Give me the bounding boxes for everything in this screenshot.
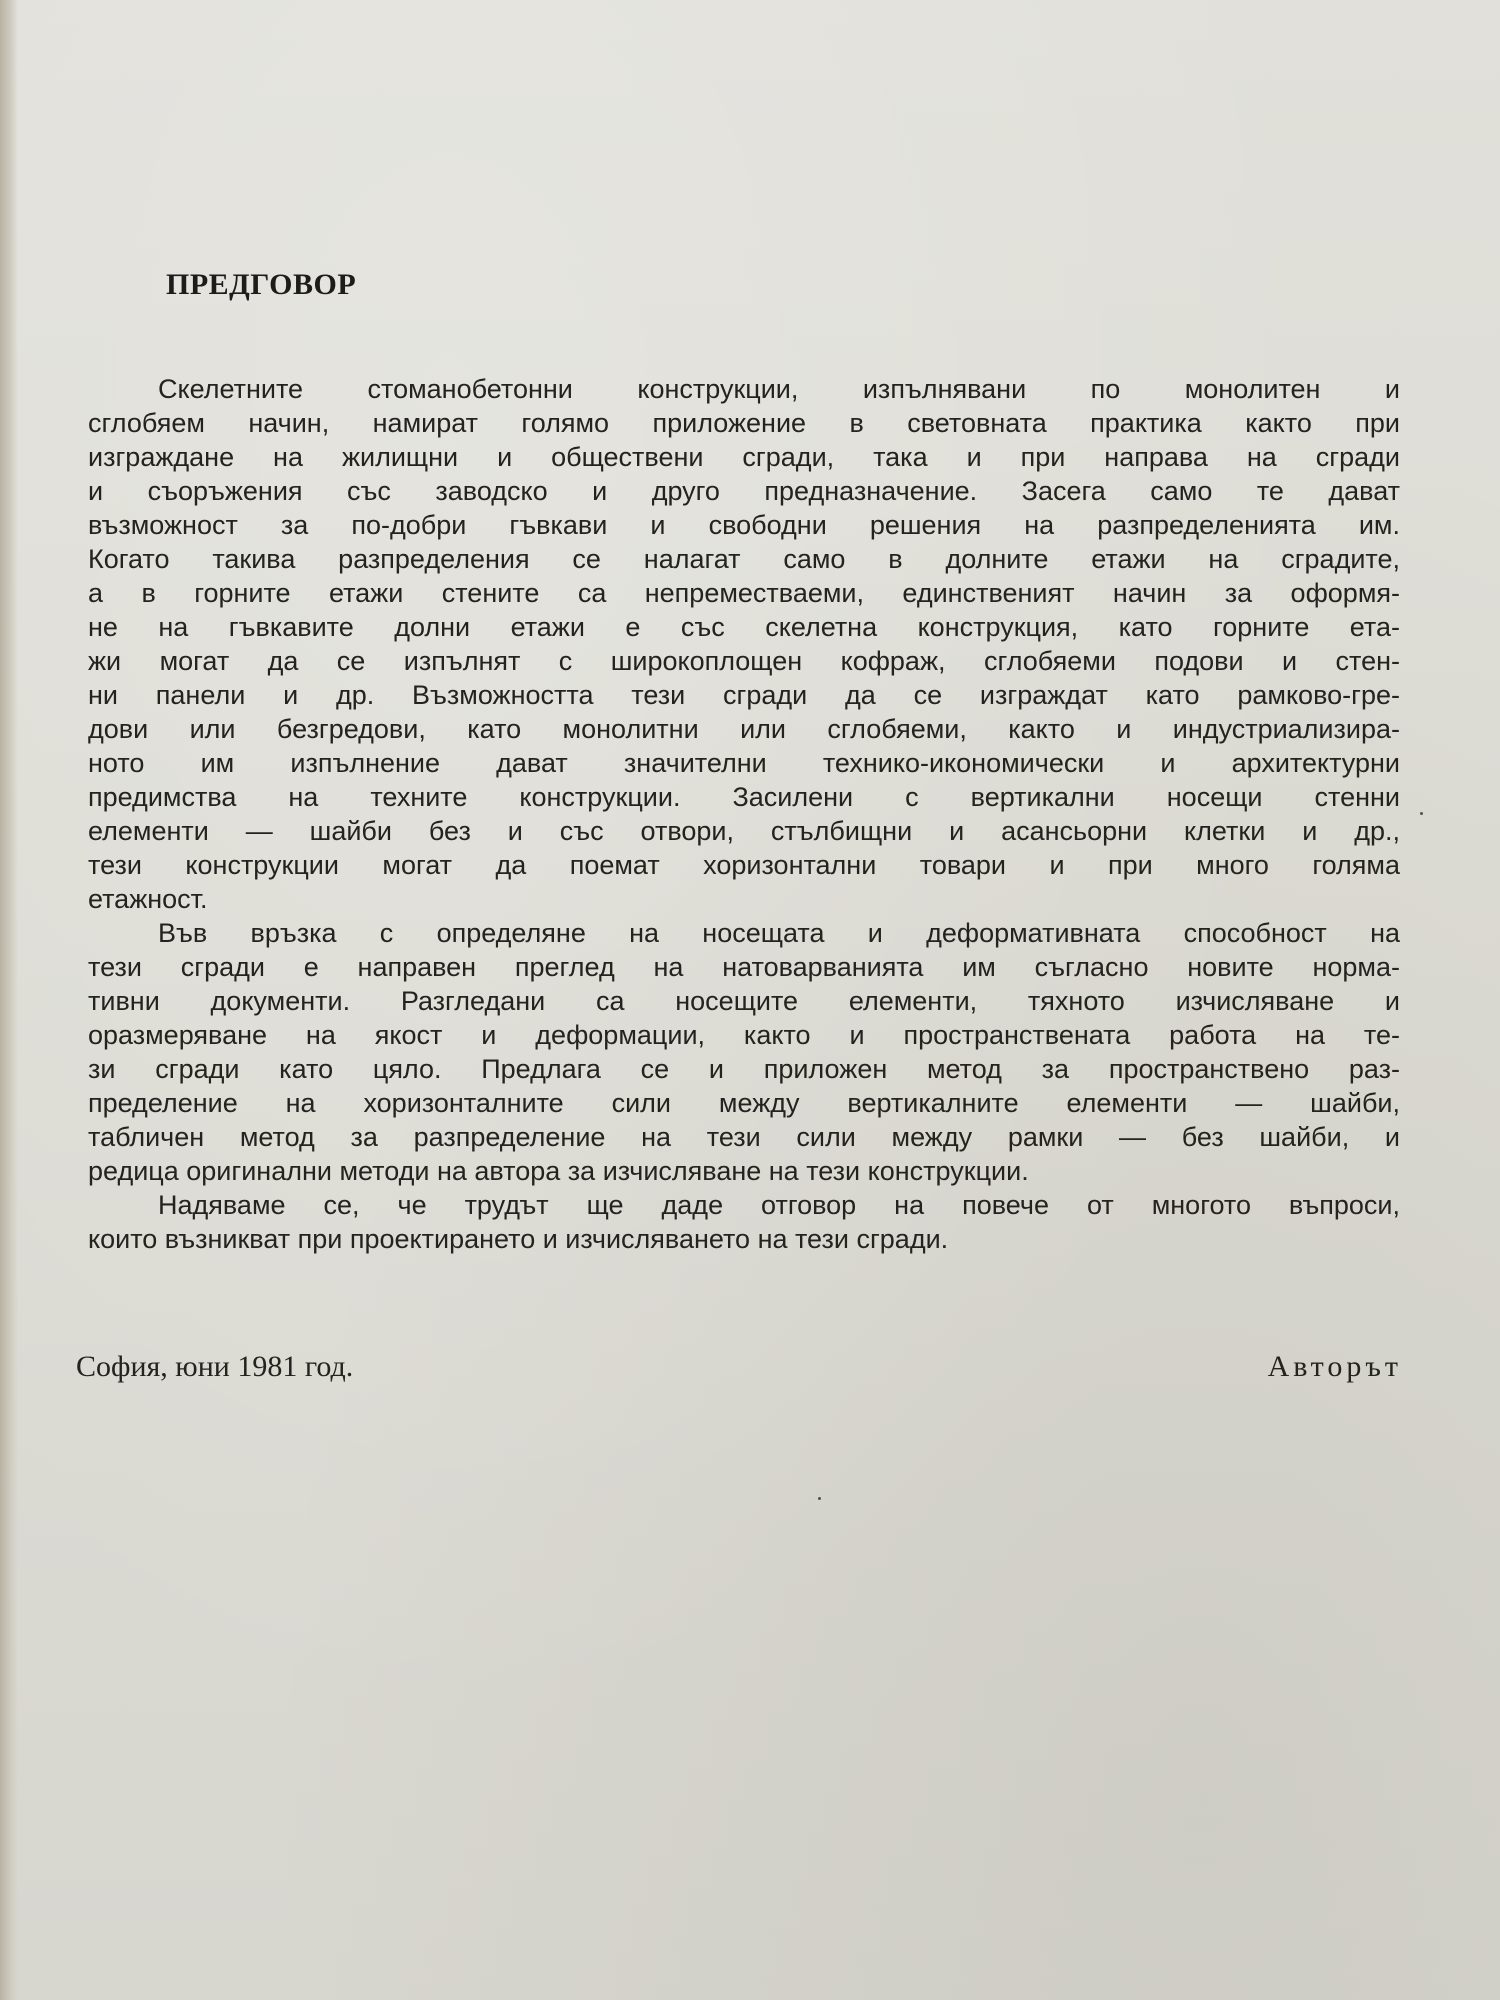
page-title: ПРЕДГОВОР (166, 268, 357, 301)
text-line: табличен метод за разпределение на тези сили между рамки — без шайби, и (88, 1122, 1400, 1152)
text-line: елементи — шайби без и със отвори, стълбищни и асансьорни клетки и др., (88, 816, 1400, 846)
text-line: сглобяем начин, намират голямо приложение в световната практика както при (88, 408, 1400, 438)
preface-body (88, 372, 1400, 1256)
text-line: а в горните етажи стените са непреместваеми, единственият начин за оформя- (88, 578, 1400, 608)
text-line: предимства на техните конструкции. Засилени с вертикални носещи стенни (88, 782, 1400, 812)
text-line: и съоръжения със заводско и друго предназначение. Засега само те дават (88, 476, 1400, 506)
text-line: Когато такива разпределения се налагат само в долните етажи на сградите, (88, 544, 1400, 574)
text-line: които възникват при проектирането и изчисляването на тези сгради. (88, 1224, 949, 1254)
text-line: тези сгради е направен преглед на натоварванията им съгласно новите норма- (88, 952, 1400, 982)
text-line: Надяваме се, че трудът ще даде отговор на повече от многото въпроси, (158, 1190, 1400, 1220)
page-binding-edge (0, 0, 18, 2000)
text-line: пределение на хоризонталните сили между вертикалните елементи — шайби, (88, 1088, 1400, 1118)
paper-speck (818, 1497, 821, 1500)
text-line: етажност. (88, 884, 208, 914)
text-line: дови или безгредови, като монолитни или сглобяеми, както и индустриализира- (88, 714, 1400, 744)
text-line: тивни документи. Разгледани са носещите елементи, тяхното изчисляване и (88, 986, 1400, 1016)
text-line: изграждане на жилищни и обществени сгради, така и при направа на сгради (88, 442, 1400, 472)
text-line: не на гъвкавите долни етажи е със скелетна конструкция, като горните ета- (88, 612, 1400, 642)
text-line: ни панели и др. Възможността тези сгради да се изграждат като рамково-гре- (88, 680, 1400, 710)
author-signature: Авторът (1267, 1350, 1402, 1383)
text-line: ното им изпълнение дават значителни технико-икономически и архитектурни (88, 748, 1400, 778)
text-line: Скелетните стоманобетонни конструкции, изпълнявани по монолитен и (158, 374, 1400, 404)
text-line: Във връзка с определяне на носещата и деформативната способност на (158, 918, 1400, 948)
text-line: редица оригинални методи на автора за изчисляване на тези конструкции. (88, 1156, 1029, 1186)
paper-speck (1420, 812, 1423, 815)
text-line: зи сгради като цяло. Предлага се и приложен метод за пространствено раз- (88, 1054, 1400, 1084)
text-line: жи могат да се изпълнят с широкоплощен кофраж, сглобяеми подови и стен- (88, 646, 1400, 676)
text-line: оразмеряване на якост и деформации, както и пространствената работа на те- (88, 1020, 1400, 1050)
text-line: възможност за по-добри гъвкави и свободни решения на разпределенията им. (88, 510, 1400, 540)
place-and-date: София, юни 1981 год. (76, 1350, 354, 1383)
text-line: тези конструкции могат да поемат хоризонтални товари и при много голяма (88, 850, 1400, 880)
